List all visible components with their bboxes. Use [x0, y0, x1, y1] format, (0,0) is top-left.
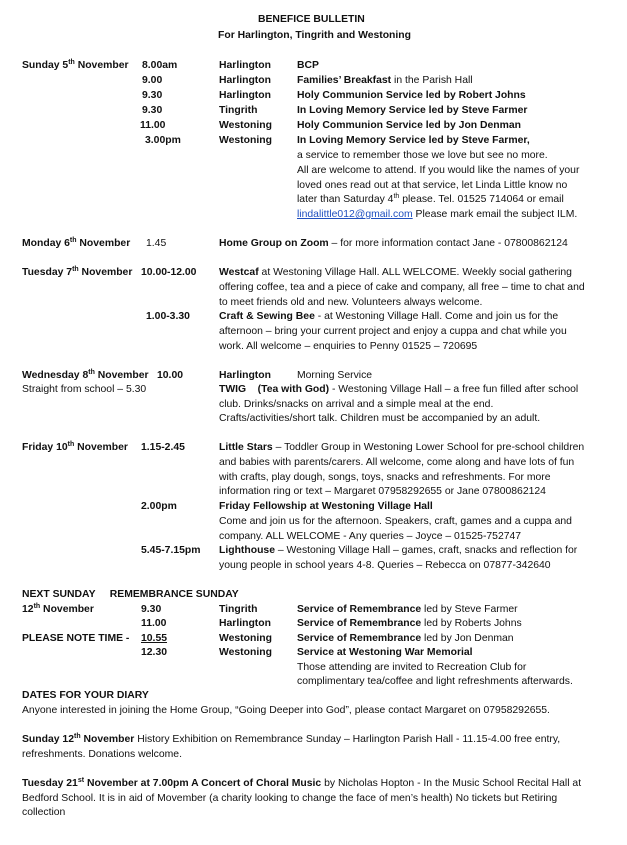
please-note-time: PLEASE NOTE TIME -	[22, 633, 130, 644]
event-desc: Morning Service	[297, 370, 373, 381]
time: 10.55	[141, 633, 168, 644]
section-heading-diary: DATES FOR YOUR DIARY	[22, 690, 149, 701]
event-desc: Little Stars – Toddler Group in Westoning Lower School for pre-school children	[219, 442, 585, 453]
time: 2.00pm	[141, 501, 177, 512]
note-line: later than Saturday 4th please. Tel. 01525 714064 or email	[297, 193, 564, 205]
place: Harlington	[219, 75, 271, 86]
day-heading-tuesday-7: Tuesday 7th November	[22, 266, 133, 278]
bulletin-title: BENEFICE BULLETIN	[258, 14, 365, 25]
diary-sunday-12: Sunday 12th November History Exhibition on Remembrance Sunday – Harlington Parish Hall - 11.15-4.00 free entry,	[22, 733, 561, 745]
note-line: lindalittle012@gmail.com Please mark email the subject ILM.	[297, 209, 578, 220]
service-desc: Service at Westoning War Memorial	[297, 647, 473, 658]
day-heading-wednesday-8: Wednesday 8th November	[22, 369, 149, 381]
place: Harlington	[219, 618, 271, 629]
subnote: Straight from school – 5.30	[22, 384, 147, 395]
service-desc: In Loving Memory Service led by Steve Farmer	[297, 105, 528, 116]
place: Tingrith	[219, 604, 258, 615]
time: 11.00	[140, 120, 166, 131]
time: 11.00	[141, 618, 167, 629]
day-heading-sunday-5: Sunday 5th November	[22, 59, 129, 71]
bulletin-subtitle: For Harlington, Tingrith and Westoning	[218, 30, 411, 41]
service-desc: In Loving Memory Service led by Steve Farmer,	[297, 135, 530, 146]
email-link[interactable]: lindalittle012@gmail.com	[297, 209, 413, 220]
time: 1.45	[146, 238, 167, 249]
event-desc: Friday Fellowship at Westoning Village Hall	[219, 501, 433, 512]
event-desc-line: afternoon – bring your current project and enjoy a cuppa and chat while you	[219, 326, 567, 337]
event-desc-line: young people in school years 4-8. Queries – Rebecca on 07877-342640	[219, 560, 551, 571]
service-desc: Service of Remembrance led by Jon Denman	[297, 633, 514, 644]
note-line: complimentary tea/coffee and light refreshments afterwards.	[297, 676, 573, 687]
event-desc-line: to meet friends old and new. Volunteers always welcome.	[219, 297, 483, 308]
event-desc: Craft & Sewing Bee - at Westoning Village Hall. Come and join us for the	[219, 311, 559, 322]
next-sunday-date: 12th November	[22, 603, 94, 615]
event-desc-line: company. ALL WELCOME - Any queries – Joyce – 01525-752747	[219, 531, 522, 542]
note-line: a service to remember those we love but see no more.	[297, 150, 548, 161]
diary-tuesday-21-line: Bedford School. It is in aid of Movember (a charity looking to change the face of men’s health) No tickets but Retiring	[22, 793, 558, 804]
section-heading-next-sunday: NEXT SUNDAY REMEMBRANCE SUNDAY	[22, 589, 239, 600]
event-desc-line: and babies with parents/carers. All welcome, come along and have lots of fun	[219, 457, 575, 468]
service-desc: Families’ Breakfast in the Parish Hall	[297, 75, 473, 86]
time: 9.00	[142, 75, 163, 86]
event-desc-line: with crafts, play dough, songs, toys, snacks and refreshments. For more	[219, 472, 551, 483]
service-desc: Holy Communion Service led by Robert Johns	[297, 90, 526, 101]
place: Harlington	[219, 370, 271, 381]
event-desc-line: Crafts/activities/short talk. Children must be accompanied by an adult.	[219, 413, 541, 424]
service-desc: BCP	[297, 60, 319, 71]
time: 3.00pm	[145, 135, 181, 146]
place: Harlington	[219, 90, 271, 101]
diary-tuesday-21: Tuesday 21st November at 7.00pm A Concert of Choral Music by Nicholas Hopton - In the Music School Recital Hall at	[22, 777, 582, 789]
diary-home-group: Anyone interested in joining the Home Group, “Going Deeper into God”, please contact Margaret on 07958292655.	[22, 705, 550, 716]
diary-sunday-12-line: refreshments. Donations welcome.	[22, 749, 182, 760]
time: 1.15-2.45	[141, 442, 185, 453]
place: Westoning	[219, 120, 272, 131]
time: 9.30	[141, 604, 162, 615]
event-desc: TWIG (Tea with God) - Westoning Village Hall – a free fun filled after school	[219, 384, 579, 395]
day-heading-monday-6: Monday 6th November	[22, 237, 131, 249]
time: 10.00	[157, 370, 184, 381]
time: 8.00am	[142, 60, 178, 71]
time: 9.30	[142, 90, 163, 101]
day-heading-friday-10: Friday 10th November	[22, 441, 128, 453]
diary-tuesday-21-line: collection	[22, 807, 66, 818]
note-line: loved ones read out at that service, let Linda Little know no	[297, 180, 568, 191]
event-desc: Home Group on Zoom – for more information contact Jane - 07800862124	[219, 238, 568, 249]
event-desc-line: information ring or text – Margaret 07958292655 or Jane 07800862124	[219, 486, 546, 497]
time: 10.00-12.00	[141, 267, 197, 278]
event-desc: Lighthouse – Westoning Village Hall – games, craft, snacks and reflection for	[219, 545, 578, 556]
service-desc: Holy Communion Service led by Jon Denman	[297, 120, 522, 131]
time: 9.30	[142, 105, 163, 116]
note-line: Those attending are invited to Recreation Club for	[297, 662, 527, 673]
event-desc-line: work. All welcome – enquiries to Penny 01525 – 720695	[219, 341, 478, 352]
place: Harlington	[219, 60, 271, 71]
place: Westoning	[219, 633, 272, 644]
time: 5.45-7.15pm	[141, 545, 201, 556]
place: Westoning	[219, 135, 272, 146]
time: 12.30	[141, 647, 168, 658]
note-line: All are welcome to attend. If you would like the names of your	[297, 165, 580, 176]
event-desc-line: club. Drinks/snacks on arrival and a simple meal at the end.	[219, 399, 494, 410]
event-desc: Westcaf at Westoning Village Hall. ALL WELCOME. Weekly social gathering	[219, 267, 572, 278]
place: Westoning	[219, 647, 272, 658]
event-desc-line: offering coffee, tea and a piece of cake and company, all free – time to chat and	[219, 282, 585, 293]
time: 1.00-3.30	[146, 311, 190, 322]
service-desc: Service of Remembrance led by Steve Farmer	[297, 604, 518, 615]
event-desc-line: Come and join us for the afternoon. Speakers, craft, games and a cuppa and	[219, 516, 572, 527]
service-desc: Service of Remembrance led by Roberts Johns	[297, 618, 522, 629]
place: Tingrith	[219, 105, 258, 116]
